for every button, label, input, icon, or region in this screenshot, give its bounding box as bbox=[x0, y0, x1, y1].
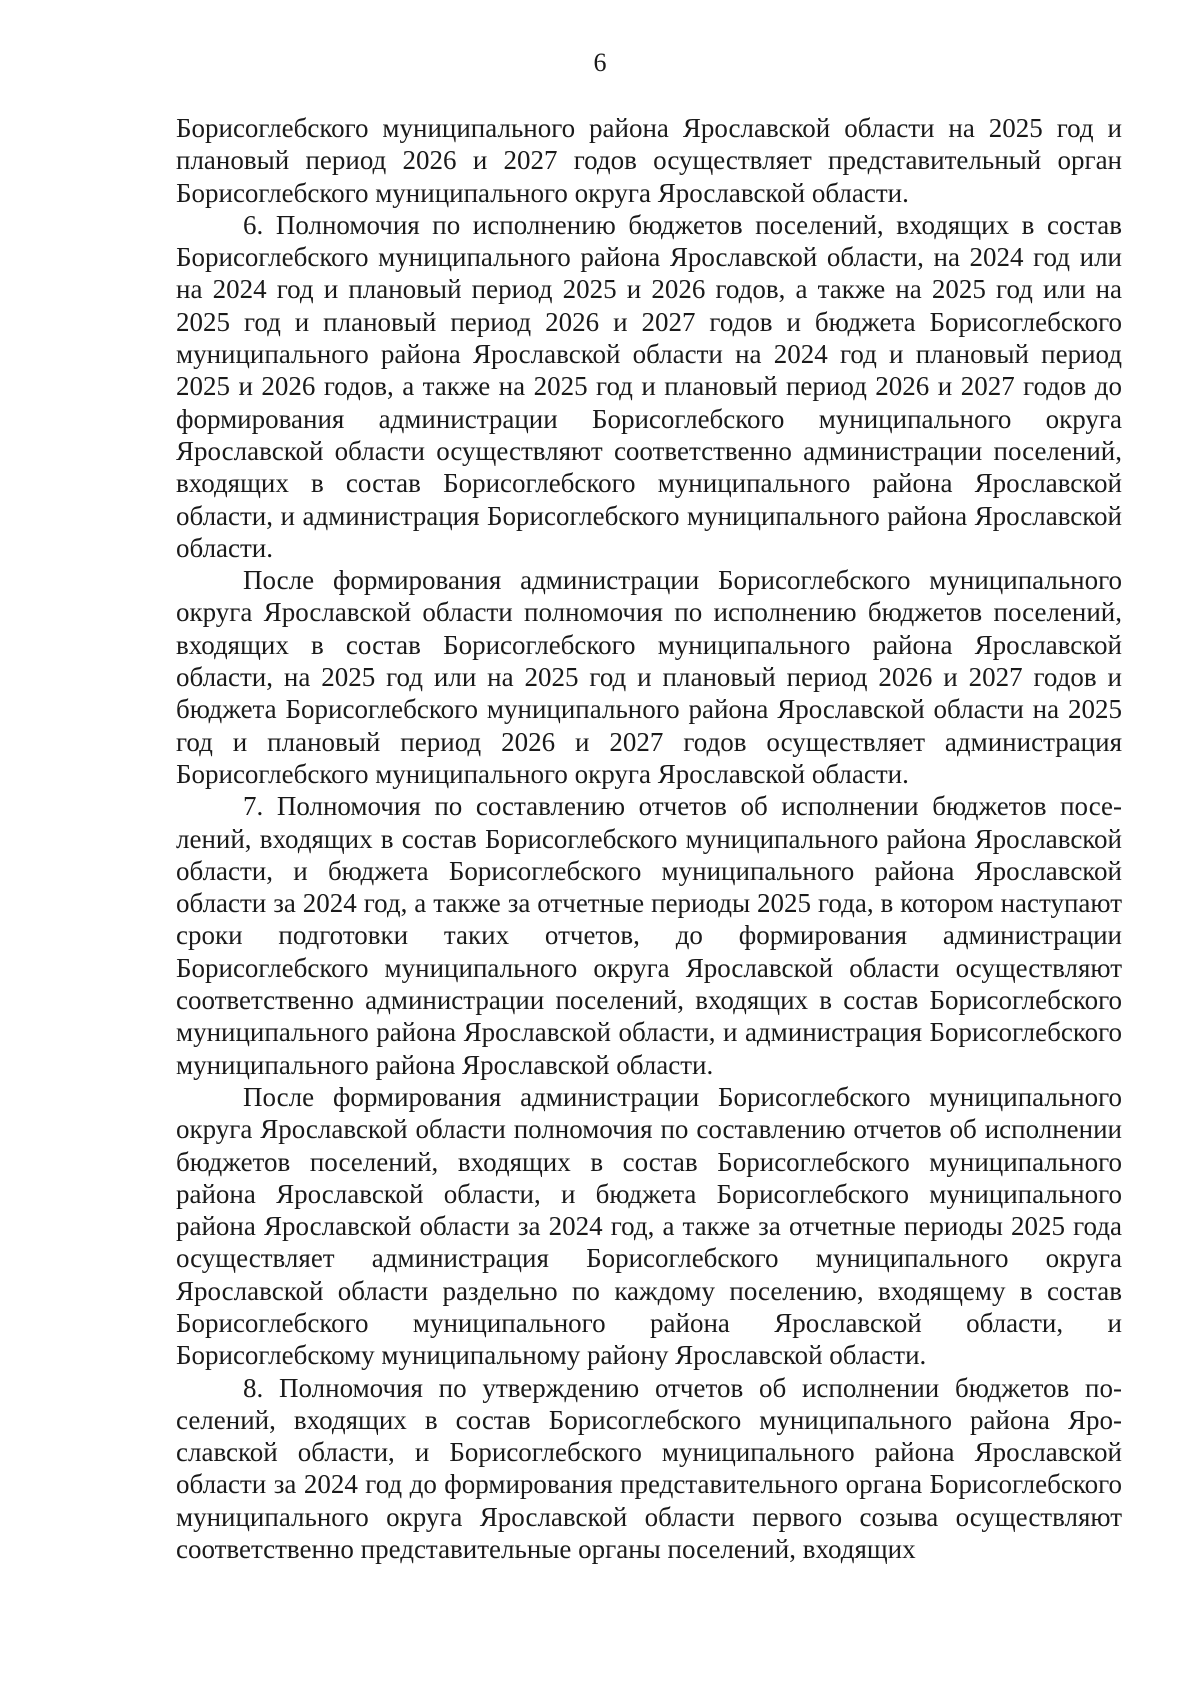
paragraph-item-6-after-formation: После формирования администрации Борисоглебского муниципального округа Ярославской области полномочия по исполнению бюджетов поселений, входящих в состав Борисоглебского муниципального района Ярославской области, на 2025 год или на 2025 год и плановый период 2026 и 2027 годов и бюджета Борисоглебского муниципального района Ярославской области на 2025 год и плановый период 2026 и 2027 годов осуществляет администрация Борисоглебского муниципального округа Ярославской области. bbox=[176, 565, 1122, 789]
document-body bbox=[176, 112, 1122, 1565]
paragraph-continuation: Борисоглебского муниципального района Ярославской области на 2025 год и плановый период 2026 и 2027 годов осуществляет представительный орган Борисоглебского муниципального округа Ярославской области. bbox=[176, 113, 1122, 208]
page-number: 6 bbox=[593, 48, 607, 77]
paragraph-item-7: 7. Полномочия по составлению отчетов об исполнении бюджетов поселений, входящих в состав Борисоглебского муниципального района Ярославской области, и бюджета Борисоглебского муниципального района Ярославской области за 2024 год, а также за отчетные периоды 2025 года, в котором наступают сроки подготовки таких отчетов, до формирования администрации Борисоглебского муниципального округа Ярославской области осуществляют соответственно администрации поселений, входящих в состав Борисоглебского муниципального района Ярославской области, и администрация Борисоглебского муниципального района Ярославской области. bbox=[176, 791, 1122, 1080]
paragraph-item-7-after-formation: После формирования администрации Борисоглебского муниципального округа Ярославской области полномочия по составлению отчетов об исполнении бюджетов поселений, входящих в состав Борисоглебского муниципального района Ярославской области, и бюджета Борисоглебского муниципального района Ярославской области за 2024 год, а также за отчетные периоды 2025 года осуществляет администрация Борисоглебского муниципального округа Ярославской области раздельно по каждому поселению, входящему в состав Борисоглебского муниципального района Ярославской области, и Борисоглебскому муниципальному району Ярославской области. bbox=[176, 1081, 1122, 1371]
paragraph-item-8: 8. Полномочия по утверждению отчетов об исполнении бюджетов поселений, входящих в состав Борисоглебского муниципального района Ярославской области, и Борисоглебского муниципального района Ярославской области за 2024 год до формирования представительного органа Борисоглебского муниципального округа Ярославской области первого созыва осуществляют соответственно представительные органы поселений, входящих bbox=[176, 1372, 1122, 1565]
paragraph-item-6: 6. Полномочия по исполнению бюджетов поселений, входящих в состав Борисоглебского муниципального района Ярославской области, на 2024 год или на 2024 год и плановый период 2025 и 2026 годов, а также на 2025 год или на 2025 год и плановый период 2026 и 2027 годов и бюджета Борисоглебского муниципального района Ярославской области на 2024 год и плановый период 2025 и 2026 годов, а также на 2025 год и плановый период 2026 и 2027 годов до формирования администрации Борисоглебского муниципального округа Ярославской области осуществляют соответственно администрации поселений, входящих в состав Борисоглебского муниципального района Ярославской области, и администрация Борисоглебского муниципального района Ярославской области. bbox=[176, 209, 1122, 563]
